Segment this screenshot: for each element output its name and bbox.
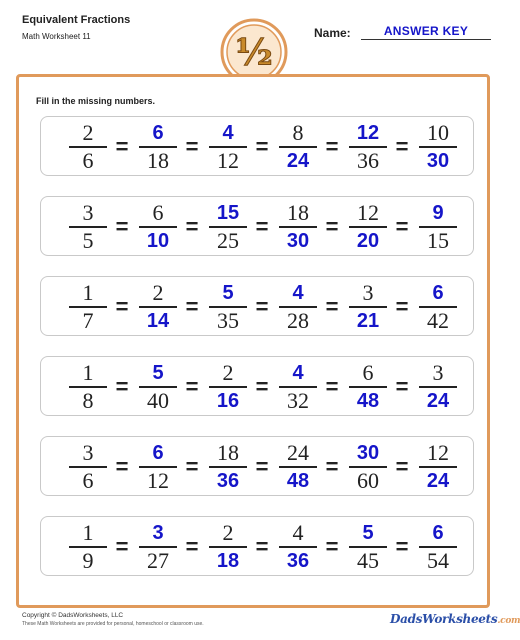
answer-denominator: 21: [356, 310, 380, 332]
equals-sign: =: [185, 374, 199, 399]
problem-row: [40, 436, 474, 496]
answer-denominator: 48: [286, 470, 310, 492]
brand-logo: [390, 612, 520, 626]
fraction: [345, 441, 391, 493]
fraction: [65, 201, 111, 253]
denominator: 18: [147, 148, 169, 173]
fraction-bar: [419, 386, 457, 388]
fraction-bar: [349, 226, 387, 228]
fraction-bar: [209, 466, 247, 468]
denominator: 12: [147, 468, 169, 493]
equals-sign: =: [255, 134, 269, 159]
denominator: 45: [357, 548, 379, 573]
fraction: [135, 521, 181, 573]
denominator: 60: [357, 468, 379, 493]
numerator: 1: [82, 520, 94, 545]
denominator: 6: [82, 148, 94, 173]
fraction: [205, 281, 251, 333]
answer-numerator: 6: [432, 522, 444, 544]
fraction: [415, 441, 461, 493]
worksheet-subtitle: Math Worksheet 11: [22, 32, 91, 41]
fraction: [275, 441, 321, 493]
fraction-bar: [139, 226, 177, 228]
numerator: 2: [152, 280, 164, 305]
answer-numerator: 6: [152, 122, 164, 144]
answer-denominator: 36: [216, 470, 240, 492]
fraction: [415, 521, 461, 573]
equals-sign: =: [115, 294, 129, 319]
denominator: 40: [147, 388, 169, 413]
fraction: [205, 441, 251, 493]
answer-denominator: 14: [146, 310, 170, 332]
equals-sign: =: [185, 134, 199, 159]
fraction: [205, 201, 251, 253]
problem-row: [40, 116, 474, 176]
numerator: 3: [432, 360, 444, 385]
fraction-bar: [349, 386, 387, 388]
name-label: Name:: [314, 26, 351, 40]
copyright-text: Copyright © DadsWorksheets, LLC: [22, 612, 124, 619]
answer-denominator: 24: [426, 390, 450, 412]
equals-sign: =: [325, 534, 339, 559]
fraction: [135, 361, 181, 413]
answer-denominator: 36: [286, 550, 310, 572]
problem-row: [40, 196, 474, 256]
denominator: 36: [357, 148, 379, 173]
answer-denominator: 48: [356, 390, 380, 412]
denominator: 5: [82, 228, 94, 253]
fraction: [415, 201, 461, 253]
answer-numerator: 5: [222, 282, 234, 304]
equals-sign: =: [395, 214, 409, 239]
numerator: 4: [292, 520, 304, 545]
numerator: 18: [217, 440, 239, 465]
fraction: [135, 201, 181, 253]
brand-tld: .com: [497, 616, 520, 626]
answer-numerator: 5: [362, 522, 374, 544]
denominator: 27: [147, 548, 169, 573]
fraction: [345, 361, 391, 413]
numerator: 1: [82, 280, 94, 305]
equals-sign: =: [395, 134, 409, 159]
fraction-bar: [279, 226, 317, 228]
problem-row: [40, 356, 474, 416]
fraction-bar: [279, 146, 317, 148]
fraction-bar: [419, 466, 457, 468]
numerator: 6: [362, 360, 374, 385]
equals-sign: =: [115, 534, 129, 559]
fraction: [345, 201, 391, 253]
denominator: 42: [427, 308, 449, 333]
equals-sign: =: [115, 454, 129, 479]
denominator: 54: [427, 548, 449, 573]
fraction: [345, 281, 391, 333]
answer-numerator: 6: [152, 442, 164, 464]
fraction: [65, 121, 111, 173]
fraction-bar: [419, 146, 457, 148]
fraction: [415, 361, 461, 413]
equals-sign: =: [255, 374, 269, 399]
equals-sign: =: [185, 454, 199, 479]
fraction: [65, 281, 111, 333]
answer-numerator: 9: [432, 202, 444, 224]
answer-numerator: 3: [152, 522, 164, 544]
fraction: [205, 521, 251, 573]
fraction: [345, 121, 391, 173]
fraction: [345, 521, 391, 573]
answer-denominator: 30: [426, 150, 450, 172]
problem-row: [40, 516, 474, 576]
answer-numerator: 30: [356, 442, 380, 464]
equals-sign: =: [185, 214, 199, 239]
fraction: [275, 521, 321, 573]
instructions: Fill in the missing numbers.: [36, 96, 156, 106]
answer-numerator: 12: [356, 122, 380, 144]
numerator: 1: [82, 360, 94, 385]
denominator: 8: [82, 388, 94, 413]
equals-sign: =: [325, 374, 339, 399]
equals-sign: =: [255, 534, 269, 559]
equals-sign: =: [115, 374, 129, 399]
equals-sign: =: [395, 294, 409, 319]
equals-sign: =: [325, 294, 339, 319]
fraction: [275, 361, 321, 413]
answer-key-label: ANSWER KEY: [383, 24, 469, 38]
equals-sign: =: [395, 374, 409, 399]
answer-numerator: 6: [432, 282, 444, 304]
numerator: 2: [222, 520, 234, 545]
answer-denominator: 24: [426, 470, 450, 492]
numerator: 2: [222, 360, 234, 385]
denominator: 32: [287, 388, 309, 413]
fraction-bar: [279, 546, 317, 548]
name-line: [361, 39, 491, 40]
answer-numerator: 15: [216, 202, 240, 224]
equals-sign: =: [185, 534, 199, 559]
answer-numerator: 4: [222, 122, 234, 144]
fraction: [415, 281, 461, 333]
answer-denominator: 18: [216, 550, 240, 572]
numerator: 3: [82, 440, 94, 465]
denominator: 28: [287, 308, 309, 333]
fraction: [65, 441, 111, 493]
denominator: 35: [217, 308, 239, 333]
denominator: 15: [427, 228, 449, 253]
numerator: 2: [82, 120, 94, 145]
numerator: 8: [292, 120, 304, 145]
numerator: 3: [82, 200, 94, 225]
answer-numerator: 5: [152, 362, 164, 384]
denominator: 25: [217, 228, 239, 253]
worksheet-title: Equivalent Fractions: [22, 14, 131, 26]
equals-sign: =: [255, 214, 269, 239]
numerator: 18: [287, 200, 309, 225]
fraction: [135, 281, 181, 333]
numerator: 12: [427, 440, 449, 465]
equals-sign: =: [395, 454, 409, 479]
fraction: [275, 281, 321, 333]
numerator: 12: [357, 200, 379, 225]
denominator: 9: [82, 548, 94, 573]
numerator: 3: [362, 280, 374, 305]
fraction: [275, 121, 321, 173]
fraction-bar: [209, 386, 247, 388]
brand-name: DadsWorksheets: [390, 612, 498, 626]
numerator: 24: [287, 440, 309, 465]
answer-denominator: 16: [216, 390, 240, 412]
answer-denominator: 10: [146, 230, 170, 252]
fraction: [65, 521, 111, 573]
answer-denominator: 30: [286, 230, 310, 252]
usage-note: These Math Worksheets are provided for personal, homeschool or classroom use.: [22, 621, 204, 627]
equals-sign: =: [325, 214, 339, 239]
equals-sign: =: [325, 454, 339, 479]
equals-sign: =: [395, 534, 409, 559]
fraction-bar: [209, 546, 247, 548]
fraction-bar: [279, 466, 317, 468]
equals-sign: =: [325, 134, 339, 159]
fraction: [205, 361, 251, 413]
equals-sign: =: [255, 294, 269, 319]
fraction: [415, 121, 461, 173]
answer-numerator: 4: [292, 362, 304, 384]
denominator: 6: [82, 468, 94, 493]
fraction: [65, 361, 111, 413]
fraction: [275, 201, 321, 253]
fraction-bar: [349, 306, 387, 308]
problem-row: [40, 276, 474, 336]
equals-sign: =: [115, 134, 129, 159]
fraction: [135, 441, 181, 493]
equals-sign: =: [115, 214, 129, 239]
denominator: 12: [217, 148, 239, 173]
answer-denominator: 24: [286, 150, 310, 172]
denominator: 7: [82, 308, 94, 333]
logo-glyph: ½: [235, 32, 273, 74]
answer-numerator: 4: [292, 282, 304, 304]
fraction-bar: [139, 306, 177, 308]
fraction: [205, 121, 251, 173]
numerator: 6: [152, 200, 164, 225]
answer-denominator: 20: [356, 230, 380, 252]
equals-sign: =: [255, 454, 269, 479]
equals-sign: =: [185, 294, 199, 319]
fraction: [135, 121, 181, 173]
numerator: 10: [427, 120, 449, 145]
